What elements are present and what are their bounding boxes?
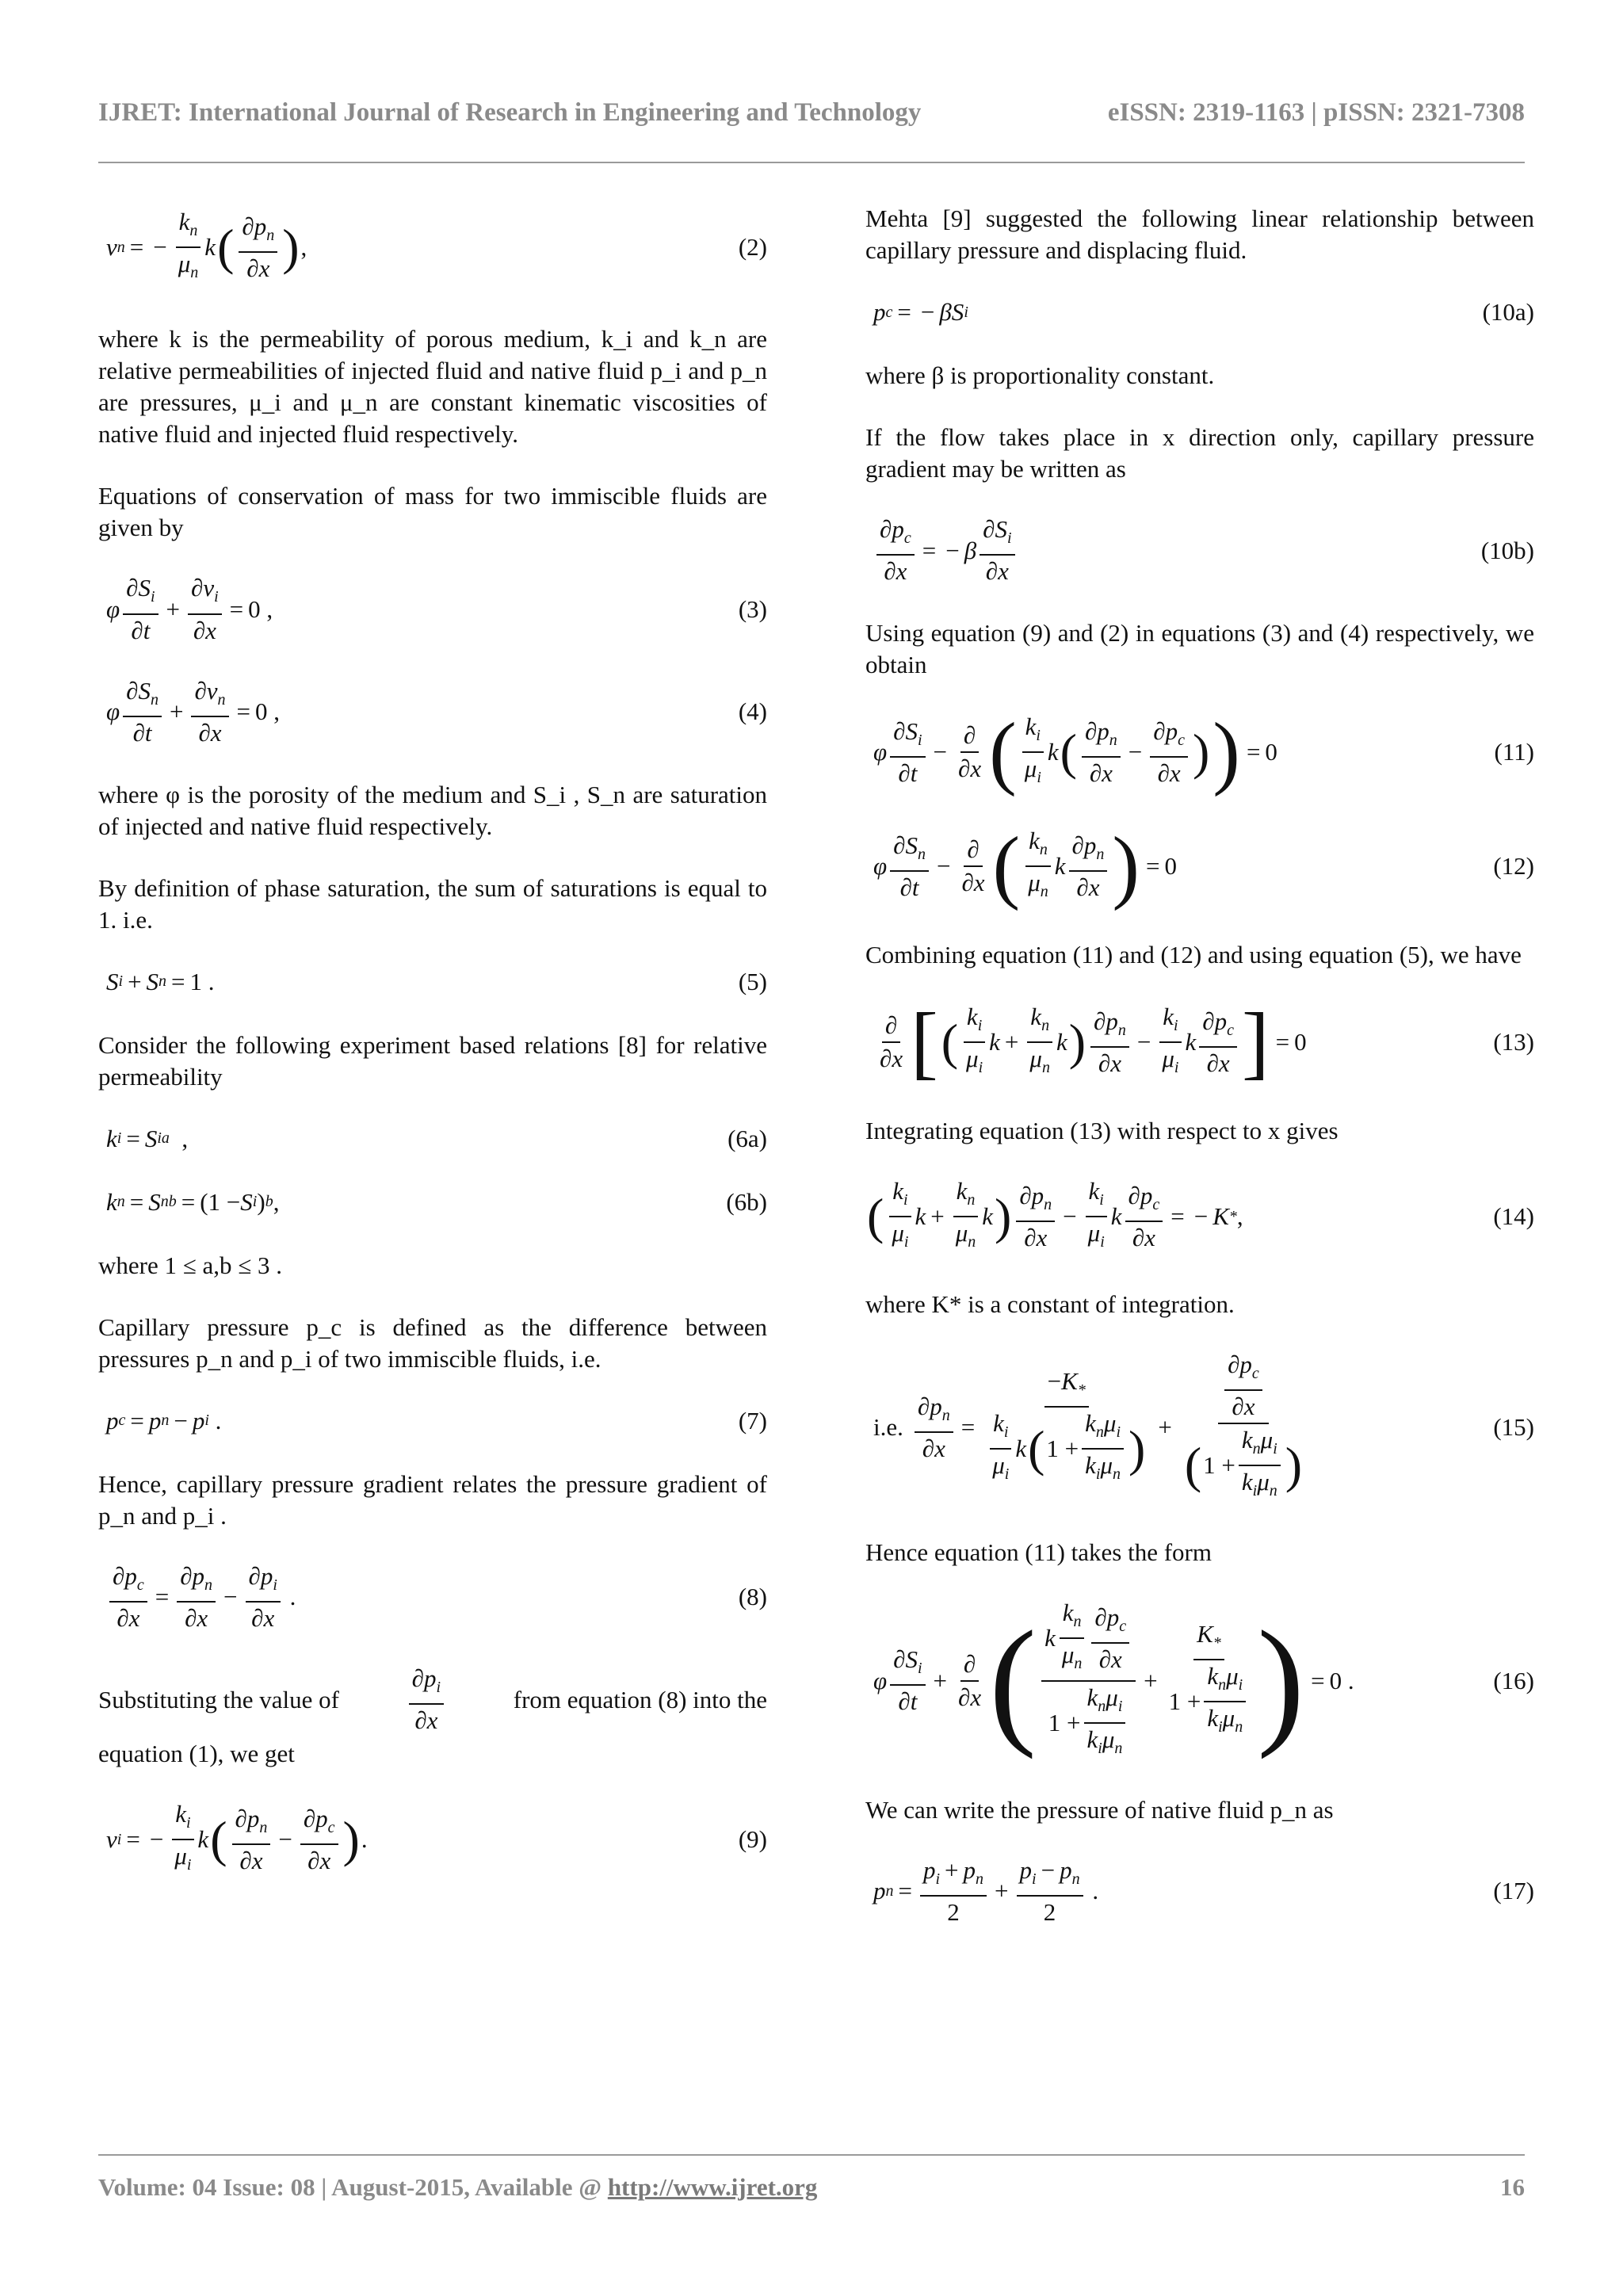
equation-number: (6b) bbox=[726, 1187, 767, 1216]
paragraph: Mehta [9] suggested the following linear relationship between capillary pressure and displacing fluid. bbox=[865, 204, 1534, 264]
equation-7: p c = p n − p i . (7) bbox=[106, 1406, 767, 1435]
equation-number: (10b) bbox=[1480, 536, 1534, 564]
equation-10b: $\frac{\partial p_c}{\partial x}$ = − β $\frac{\partial S_i}{\partial x}$ (10b) bbox=[865, 515, 1534, 586]
equation-number: (5) bbox=[738, 967, 767, 995]
equation-number: (12) bbox=[1493, 852, 1534, 881]
paragraph: Hence, capillary pressure gradient relates the pressure gradient of p_n and p_i . bbox=[98, 1469, 767, 1530]
equation-number: (11) bbox=[1494, 738, 1534, 766]
paragraph: Hence equation (11) takes the form bbox=[865, 1538, 1212, 1567]
equation-12: φ $\frac{\partial S_n}{\partial t}$ − $\frac{\partial}{\partial x}$ ( $\frac{k_n}{\mu_n}$ k $\frac{\partial p_n}{\partial x}$ ) = 0 (12) bbox=[873, 820, 1534, 912]
paragraph: Capillary pressure p_c is defined as the difference between pressures p_n and p_i of two immiscible fluids, i.e. bbox=[98, 1312, 767, 1373]
equation-16: φ $\frac{\partial S_i}{\partial t}$ + $\frac{\partial}{\partial x}$ ( k $\frac{k_n}{\mu_n}$ $\frac{\partial p_c}{\partial x}$ 1 + $\frac{k_n\mu_i}{k_i\mu_n}$ + $K_*$ 1 + $\frac{k_n\mu_i}{k_i\mu_n}$ ) = 0 . (16) bbox=[873, 1599, 1534, 1759]
paragraph: Integrating equation (13) with respect to x gives bbox=[865, 1117, 1338, 1145]
paragraph: where K* is a constant of integration. bbox=[865, 1289, 1235, 1318]
right-column bbox=[865, 203, 1534, 1958]
equation-13: $\frac{\partial}{\partial x}$ [ ( $\frac{k_i}{\mu_i}$ k + $\frac{k_n}{\mu_n}$ k ) $\frac{\partial p_n}{\partial x}$ − $\frac{k_i}{\mu_i}$ k $\frac{\partial p_c}{\partial x}$ ] = 0 (13) bbox=[880, 996, 1534, 1088]
journal-link[interactable]: http://www.ijret.org bbox=[607, 2173, 818, 2201]
equation-5: S i + S n = 1 . (5) bbox=[106, 967, 767, 995]
equation-4: φ $\frac{\partial S_n}{\partial t}$ + $\frac{\partial v_n}{\partial x}$ = 0 , (4) bbox=[106, 676, 767, 747]
equation-number: (6a) bbox=[727, 1124, 767, 1152]
left-column bbox=[98, 203, 767, 1912]
footer-rule bbox=[98, 2154, 1525, 2156]
page-number: 16 bbox=[1500, 2173, 1525, 2201]
equation-number: (14) bbox=[1493, 1202, 1534, 1231]
equation-number: (8) bbox=[738, 1583, 767, 1611]
paragraph: where φ is the porosity of the medium and S_i , S_n are saturation of injected and native fluid respectively. bbox=[98, 780, 767, 840]
paragraph: If the flow takes place in x direction only, capillary pressure gradient may be written as bbox=[865, 423, 1534, 483]
volume-text: Volume: 04 Issue: 08 | August-2015, Available @ bbox=[98, 2173, 608, 2201]
equation-number: (2) bbox=[738, 233, 767, 262]
journal-title: IJRET: International Journal of Research in Engineering and Technology bbox=[98, 98, 922, 127]
equation-11: φ $\frac{\partial S_i}{\partial t}$ − $\frac{\partial}{\partial x}$ ( $\frac{k_i}{\mu_i}$ k ( $\frac{\partial p_n}{\partial x}$ − $\frac{\partial p_c}{\partial x}$ ) ) = 0 (11) bbox=[873, 706, 1534, 798]
header-rule bbox=[98, 162, 1525, 163]
footer-volume bbox=[98, 2173, 817, 2202]
equation-17: p n = $\frac{p_i + p_n}{2}$ + $\frac{p_i - p_n}{2}$ . (17) bbox=[873, 1855, 1534, 1927]
equation-15: i.e. $\frac{\partial p_n}{\partial x}$ = $-K_*$ $\frac{k_i}{\mu_i}$ k ( 1 + $\frac{k_n\mu_i}{k_i\mu_n}$ ) + $\frac{\partial p_c}{\partial x}$ ( 1 + $\frac{k_n\mu_i}{k_i\mu_n}$ ) (15) bbox=[873, 1350, 1534, 1500]
equation-number: (16) bbox=[1493, 1666, 1534, 1694]
paragraph: equation (1), we get bbox=[98, 1740, 295, 1768]
page-footer bbox=[98, 2173, 1525, 2208]
equation-number: (9) bbox=[738, 1825, 767, 1854]
equation-9: v i = − $\frac{k_i}{\mu_i}$ k ( $\frac{\partial p_n}{\partial x}$ − $\frac{\partial p_c}{\partial x}$ ) . (9) bbox=[106, 1800, 767, 1874]
equation-number: (13) bbox=[1493, 1028, 1534, 1056]
page-header bbox=[98, 98, 1525, 135]
equation-14: ( $\frac{k_i}{\mu_i}$ k + $\frac{k_n}{\mu_n}$ k ) $\frac{\partial p_n}{\partial x}$ − $\frac{k_i}{\mu_i}$ k $\frac{\partial p_c}{\partial x}$ = − K * , (14) bbox=[867, 1177, 1534, 1251]
equation-8: $\frac{\partial p_c}{\partial x}$ = $\frac{\partial p_n}{\partial x}$ − $\frac{\partial p_i}{\partial x}$ . (8) bbox=[98, 1562, 767, 1633]
equation-number: (7) bbox=[738, 1406, 767, 1435]
paragraph: where k is the permeability of porous medium, k_i and k_n are relative permeabilities of injected fluid and native fluid p_i and p_n are pressures, μ_i and μ_n are constant kinematic viscosities of native fluid and injected fluid respectively. bbox=[98, 325, 767, 449]
paragraph: Equations of conservation of mass for two immiscible fluids are given by bbox=[98, 482, 767, 542]
equation-10a: p c = − βS i (10a) bbox=[873, 298, 1534, 326]
text: from equation (8) into the bbox=[513, 1685, 767, 1713]
equation-3: φ $\frac{\partial S_i}{\partial t}$ + $\frac{\partial v_i}{\partial x}$ = 0 , (3) bbox=[106, 574, 767, 644]
text: Substituting the value of bbox=[98, 1685, 339, 1713]
issn-label: eISSN: 2319-1163 | pISSN: 2321-7308 bbox=[1107, 98, 1525, 127]
equation-number: (10a) bbox=[1482, 298, 1534, 326]
paragraph: We can write the pressure of native fluid p_n as bbox=[865, 1795, 1334, 1824]
equation-2: v n = − $\frac{k_n}{\mu_n}$ k ( $\frac{\partial p_n}{\partial x}$ ) , (2) bbox=[106, 208, 767, 282]
equation-number: (4) bbox=[738, 697, 767, 726]
paragraph: Using equation (9) and (2) in equations (3) and (4) respectively, we obtain bbox=[865, 619, 1534, 679]
equation-6a: k i = S i a , (6a) bbox=[106, 1124, 767, 1152]
paragraph: where 1 ≤ a,b ≤ 3 . bbox=[98, 1251, 283, 1279]
equation-6b: k n = S n b = (1 − S i ) b , (6b) bbox=[106, 1187, 767, 1216]
paragraph: where β is proportionality constant. bbox=[865, 361, 1215, 389]
paragraph: Substituting the value of $\frac{\partial p_i}{\partial x}$ from equation (8) into the bbox=[98, 1664, 767, 1735]
paragraph: Consider the following experiment based relations [8] for relative permeability bbox=[98, 1030, 767, 1091]
paragraph: Combining equation (11) and (12) and using equation (5), we have bbox=[865, 941, 1522, 969]
paragraph: By definition of phase saturation, the sum of saturations is equal to 1. i.e. bbox=[98, 873, 767, 934]
equation-number: (15) bbox=[1493, 1413, 1534, 1442]
equation-number: (3) bbox=[738, 594, 767, 623]
ie-label: i.e. bbox=[873, 1413, 903, 1442]
equation-number: (17) bbox=[1493, 1877, 1534, 1905]
